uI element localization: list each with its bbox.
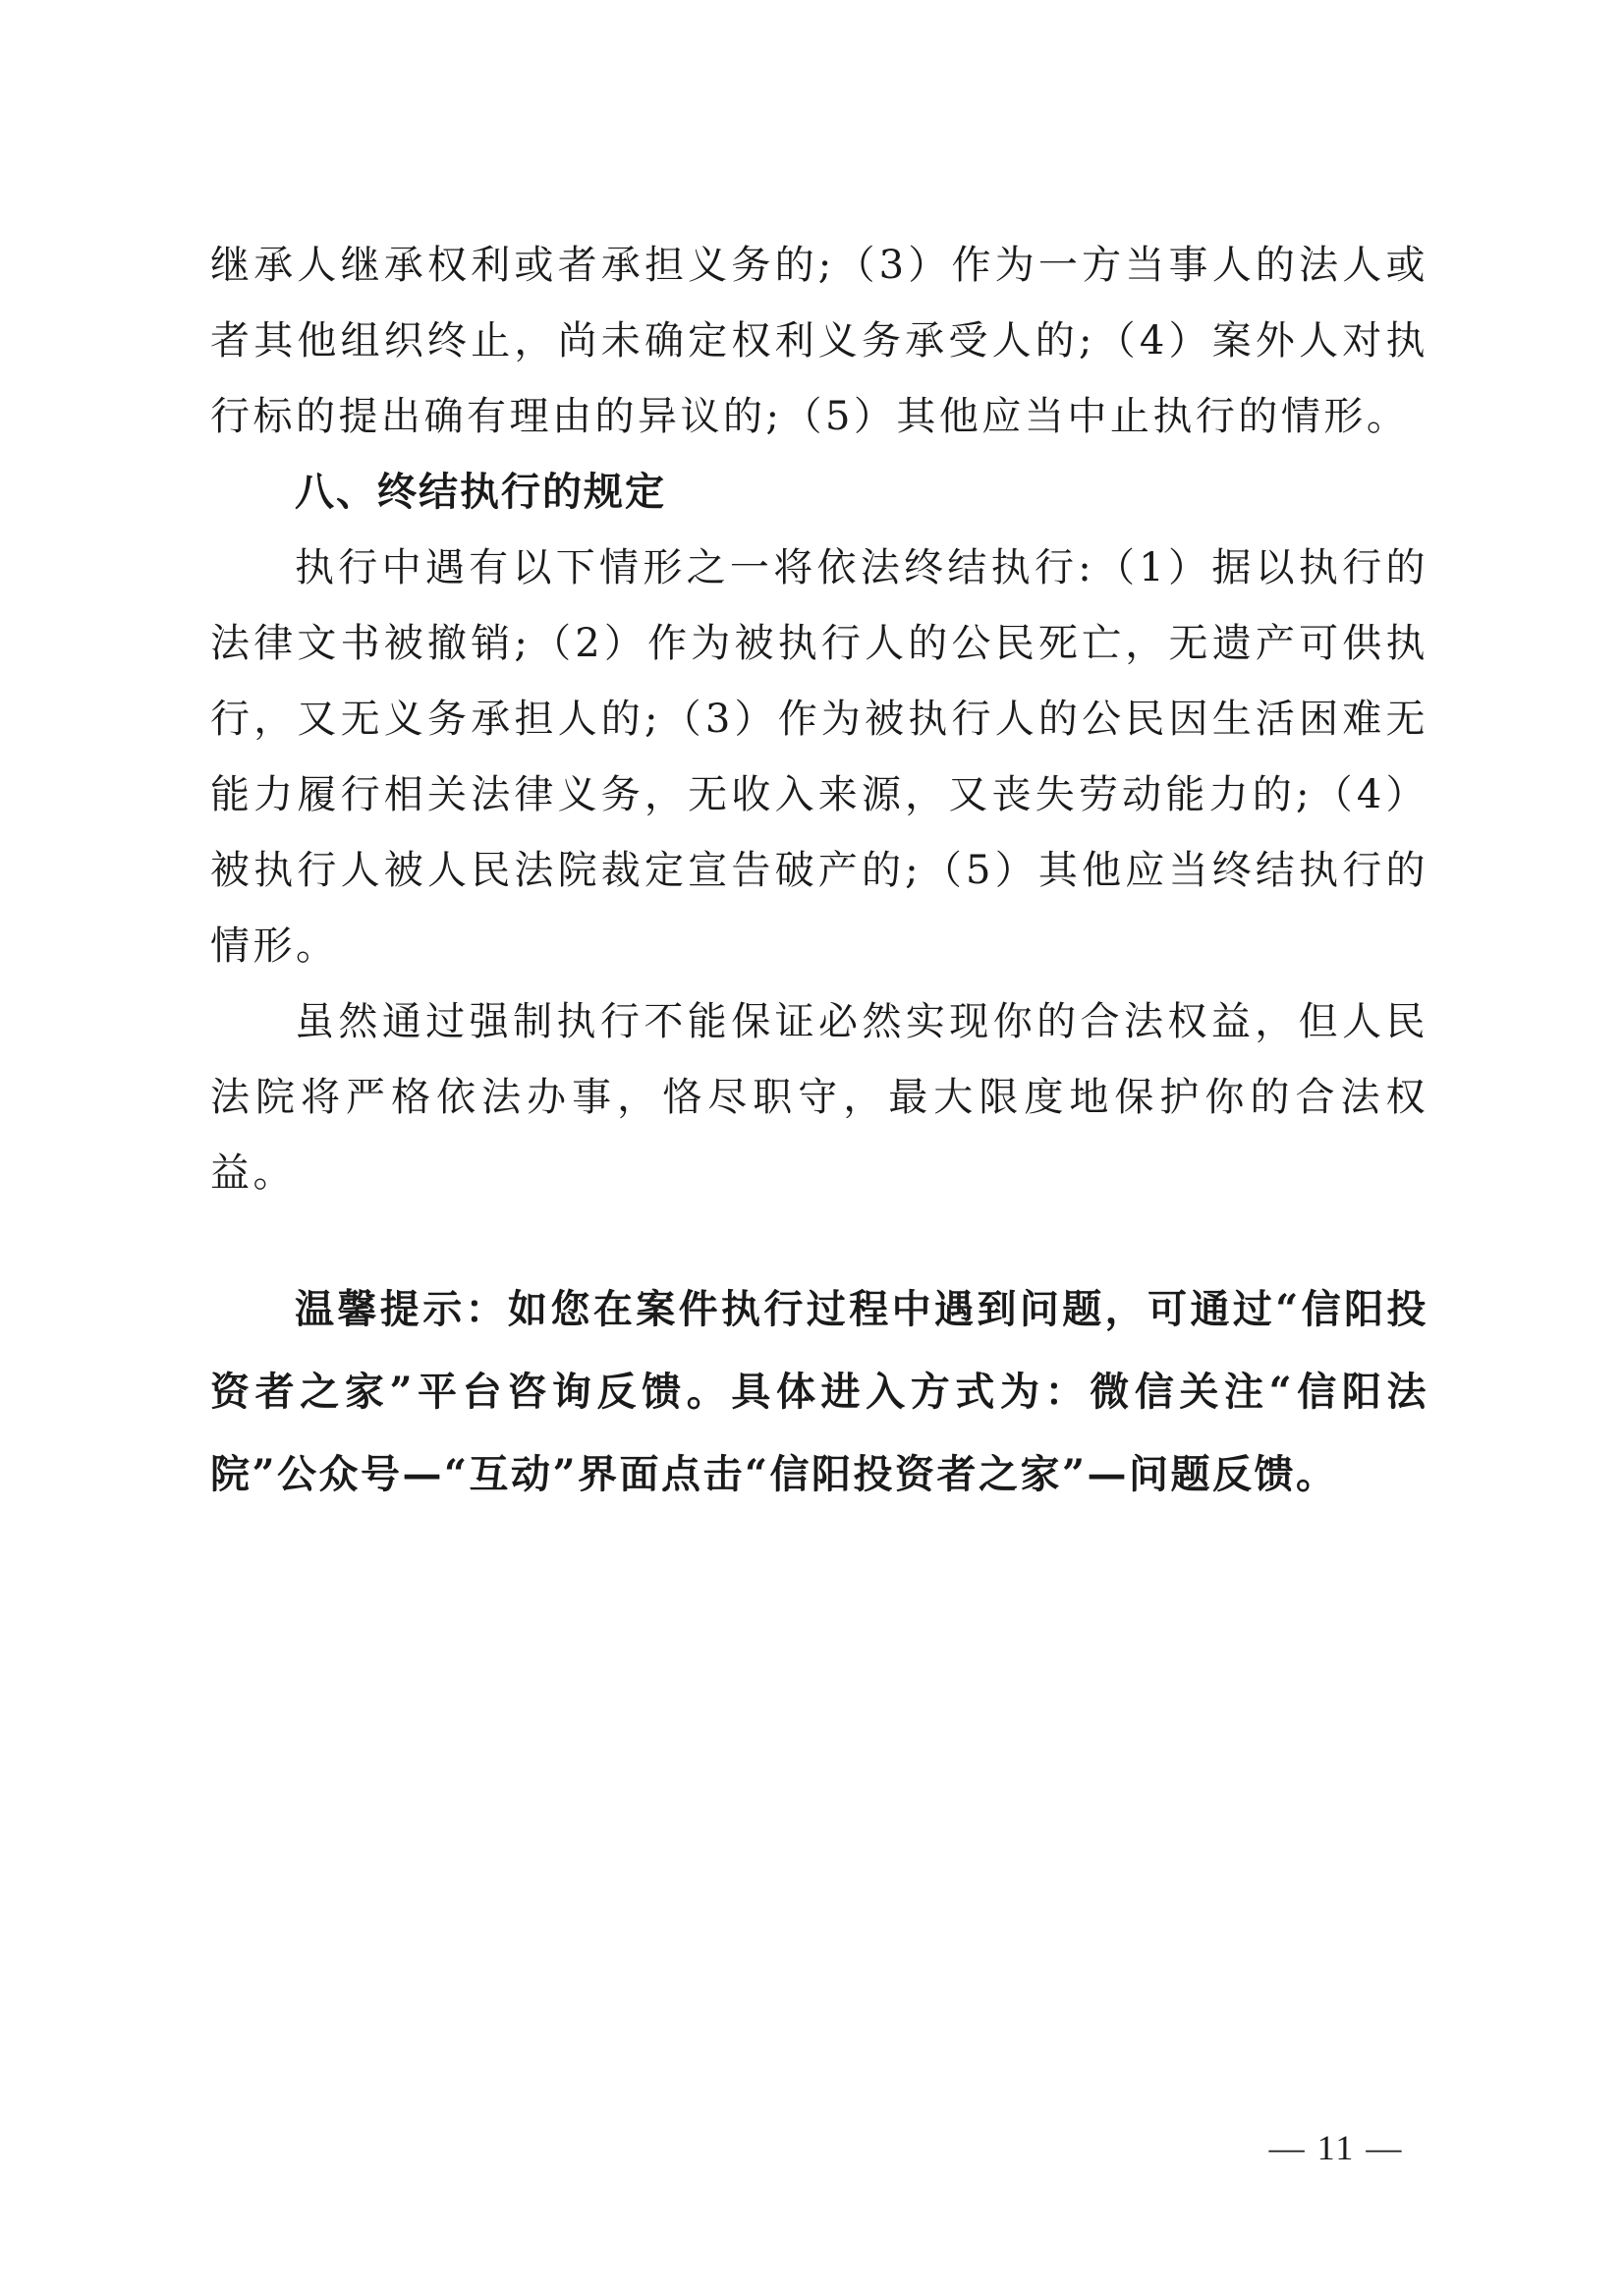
document-body — [210, 228, 1428, 1516]
section-heading: 八、终结执行的规定 — [295, 470, 666, 515]
notice-paragraph: 温馨提示：如您在案件执行过程中遇到问题，可通过“信阳投资者之家”平台咨询反馈。具体进入方式为：微信关注“信阳法院”公众号—“互动”界面点击“信阳投资者之家”—问题反馈。 — [210, 1286, 1428, 1497]
termination-paragraph: 执行中遇有以下情形之一将依法终结执行:（1）据以执行的法律文书被撤销;（2）作为被执行人的公民死亡，无遗产可供执行，又无义务承担人的;（3）作为被执行人的公民因生活困难无能力履行相关法律义务，无收入来源，又丧失劳动能力的;（4）被执行人被人民法院裁定宣告破产的;（5）其他应当终结执行的情形。 — [210, 545, 1428, 969]
continued-paragraph: 继承人继承权利或者承担义务的;（3）作为一方当事人的法人或者其他组织终止，尚未确定权利义务承受人的;（4）案外人对执行标的提出确有理由的异议的;（5）其他应当中止执行的情形。 — [210, 243, 1428, 439]
page-number: — 11 — — [1268, 2128, 1404, 2167]
closing-paragraph: 虽然通过强制执行不能保证必然实现你的合法权益，但人民法院将严格依法办事，恪尽职守，最大限度地保护你的合法权益。 — [210, 999, 1428, 1196]
